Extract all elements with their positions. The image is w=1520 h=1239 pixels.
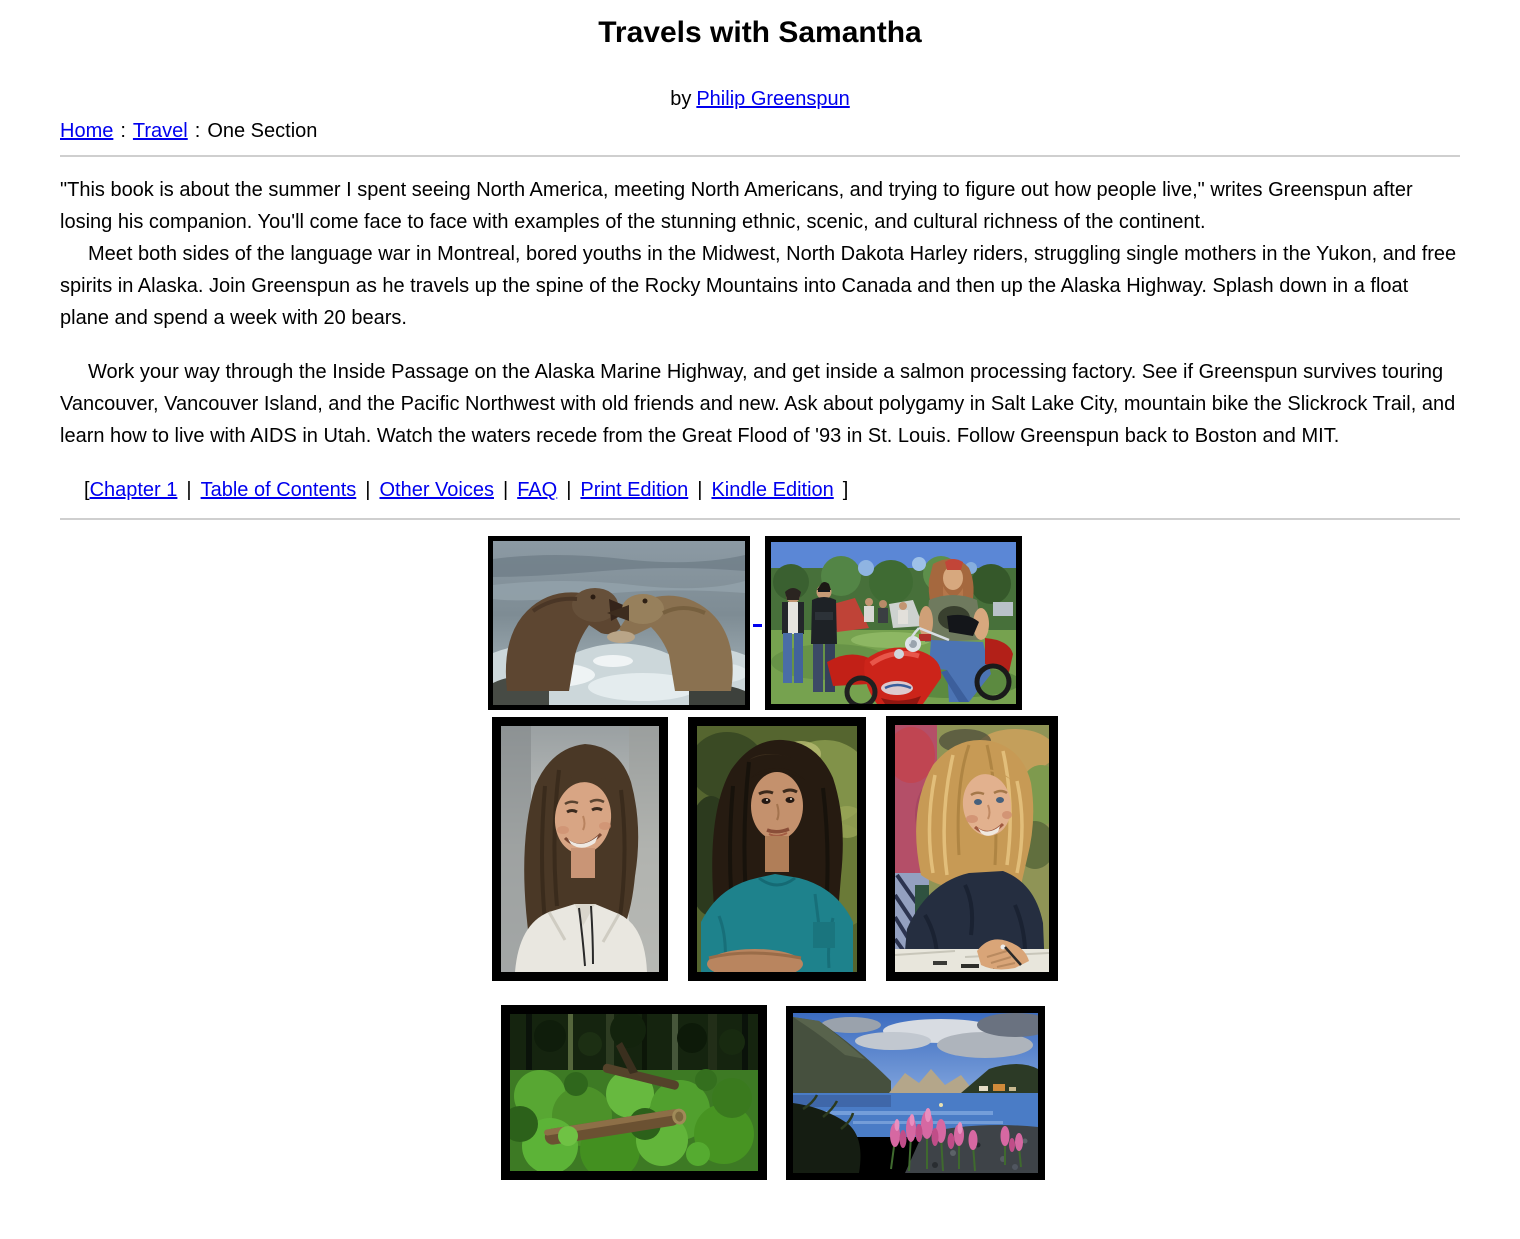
- nav-link-print-edition[interactable]: Print Edition: [580, 479, 689, 501]
- page: [0, 16, 1520, 1180]
- portrait-1-image: [501, 726, 659, 972]
- photo-forest-link[interactable]: [501, 1005, 767, 1180]
- nav-bracket-open: [: [84, 479, 90, 501]
- nav-link-other-voices[interactable]: Other Voices: [379, 479, 494, 501]
- nav-separator: |: [186, 479, 192, 501]
- intro-paragraph-2: Meet both sides of the language war in Montreal, bored youths in the Midwest, North Dakota Harley riders, struggling single mothers in the Yukon, and free spirits in Alaska. Join Greenspun as he travels up the spine of the Rocky Mountains into Canada and then up the Alaska Highway. Splash down in a float plane and spend a week with 20 bears.: [60, 243, 1457, 329]
- breadcrumb-current: One Section: [207, 120, 318, 142]
- byline: [60, 88, 1460, 111]
- page-title: Travels with Samantha: [598, 16, 922, 49]
- breadcrumb-separator: :: [120, 120, 126, 142]
- nav-link-kindle-edition[interactable]: Kindle Edition: [711, 479, 834, 501]
- bears-photo-image: [493, 541, 745, 705]
- photo-portrait-1-link[interactable]: [492, 717, 668, 981]
- intro-paragraph-1: "This book is about the summer I spent seeing North America, meeting North Americans, and trying to figure out how people live," writes Greenspun after losing his companion. You'll come face to face with examples of the stunning ethnic, scenic, and cultural richness of the continent.: [60, 179, 1413, 233]
- nav-link-table-of-contents[interactable]: Table of Contents: [200, 479, 357, 501]
- photo-portrait-2-link[interactable]: [688, 717, 866, 981]
- intro-paragraph-3: Work your way through the Inside Passage on the Alaska Marine Highway, and get inside a salmon processing factory. See if Greenspun survives touring Vancouver, Vancouver Island, and the Pacific Northwest with old friends and new. Ask about polygamy in Salt Lake City, mountain bike the Slickrock Trail, and learn how to live with AIDS in Utah. Watch the waters recede from the Great Flood of '93 in St. Louis. Follow Greenspun back to Boston and MIT.: [60, 361, 1456, 447]
- link-underscore-dash[interactable]: [753, 624, 762, 627]
- forest-photo-image: [510, 1014, 758, 1171]
- nav-link-chapter-1[interactable]: Chapter 1: [89, 479, 178, 501]
- photo-portrait-3-link[interactable]: [886, 716, 1058, 981]
- breadcrumb: [60, 120, 1460, 143]
- breadcrumb-travel-link[interactable]: Travel: [132, 120, 188, 142]
- bottom-divider: [60, 518, 1460, 520]
- motorcycle-photo-image: [771, 542, 1016, 704]
- byline-prefix: by: [670, 88, 692, 110]
- nav-link-faq[interactable]: FAQ: [517, 479, 558, 501]
- chapter-nav: [60, 474, 1460, 506]
- portrait-3-image: [895, 725, 1049, 972]
- breadcrumb-separator: :: [194, 120, 201, 142]
- intro-text: [60, 174, 1460, 452]
- portrait-2-image: [697, 726, 857, 972]
- photo-row-2: [75, 716, 1475, 981]
- photo-lake-link[interactable]: [786, 1006, 1045, 1180]
- photo-row-3: [73, 1005, 1473, 1180]
- author-link[interactable]: Philip Greenspun: [696, 88, 850, 110]
- nav-separator: |: [365, 479, 371, 501]
- top-divider: [60, 155, 1460, 157]
- nav-separator: |: [697, 479, 703, 501]
- nav-separator: |: [566, 479, 572, 501]
- photo-collage: [60, 536, 1460, 1180]
- photo-motorcycle-link[interactable]: [765, 536, 1022, 710]
- nav-bracket-close: ]: [842, 479, 849, 501]
- photo-bears-link[interactable]: [488, 536, 750, 710]
- breadcrumb-home-link[interactable]: Home: [60, 120, 114, 142]
- lake-photo-image: [793, 1013, 1038, 1173]
- nav-separator: |: [502, 479, 509, 501]
- photo-row-1: [55, 536, 1455, 710]
